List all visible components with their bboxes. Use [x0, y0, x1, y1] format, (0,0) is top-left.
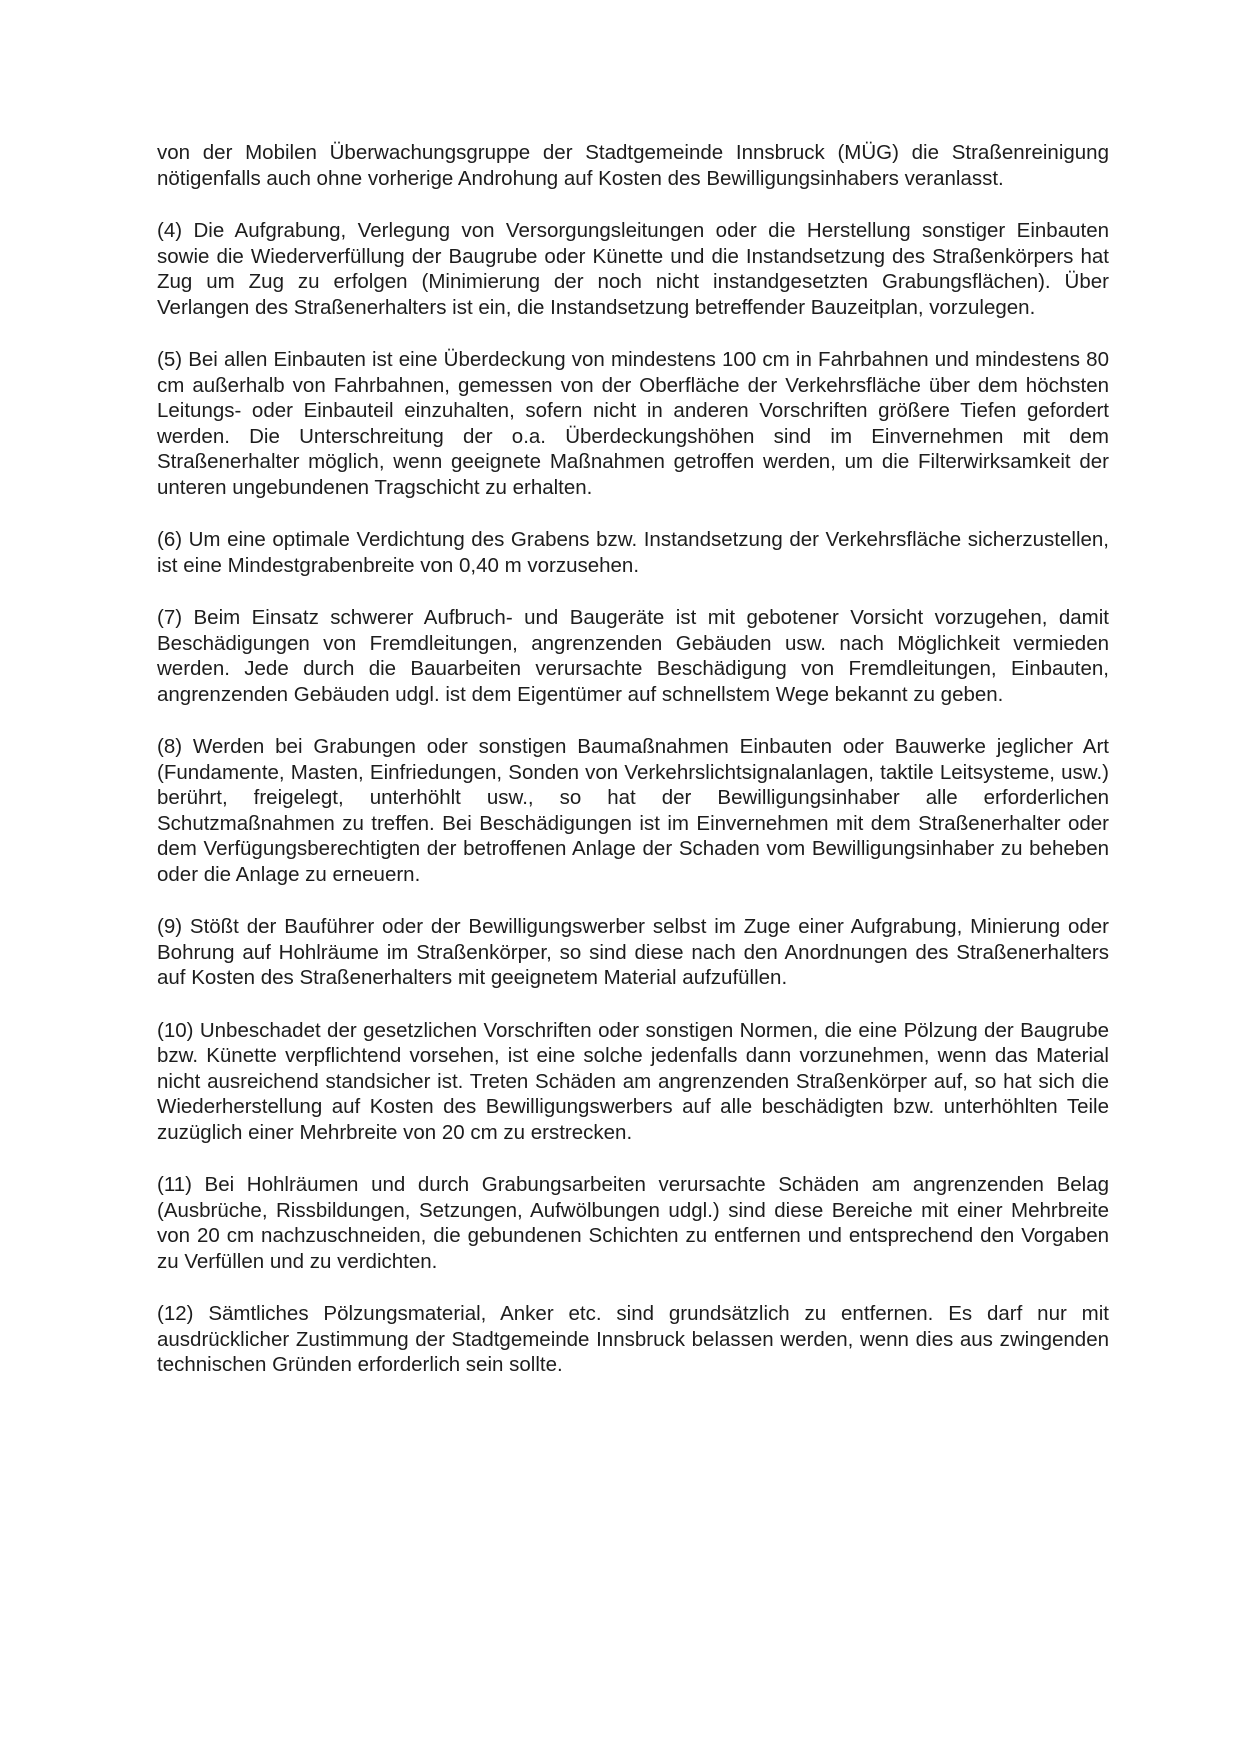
- paragraph-11: (11) Bei Hohlräumen und durch Grabungsarbeiten verursachte Schäden am angrenzenden Belag (Ausbrüche, Rissbildungen, Setzungen, Aufwölbungen udgl.) sind diese Bereiche mit einer Mehrbreite von 20 cm nachzuschneiden, die gebundenen Schichten zu entfernen und entsprechend den Vorgaben zu Verfüllen und zu verdichten.: [157, 1173, 1109, 1273]
- paragraph-6: (6) Um eine optimale Verdichtung des Grabens bzw. Instandsetzung der Verkehrsfläche sicherzustellen, ist eine Mindestgrabenbreite von 0,40 m vorzusehen.: [157, 528, 1109, 577]
- paragraph-12: (12) Sämtliches Pölzungsmaterial, Anker etc. sind grundsätzlich zu entfernen. Es darf nur mit ausdrücklicher Zustimmung der Stadtgemeinde Innsbruck belassen werden, wenn dies aus zwingenden technischen Gründen erforderlich sein sollte.: [157, 1302, 1109, 1376]
- paragraph-4: (4) Die Aufgrabung, Verlegung von Versorgungsleitungen oder die Herstellung sonstiger Einbauten sowie die Wiederverfüllung der Baugrube oder Künette und die Instandsetzung des Straßenkörpers hat Zug um Zug zu erfolgen (Minimierung der noch nicht instandgesetzten Grabungsflächen). Über Verlangen des Straßenerhalters ist ein, die Instandsetzung betreffender Bauzeitplan, vorzulegen.: [157, 219, 1109, 319]
- paragraph-7: (7) Beim Einsatz schwerer Aufbruch- und Baugeräte ist mit gebotener Vorsicht vorzugehen, damit Beschädigungen von Fremdleitungen, angrenzenden Gebäuden usw. nach Möglichkeit vermieden werden. Jede durch die Bauarbeiten verursachte Beschädigung von Fremdleitungen, Einbauten, angrenzenden Gebäuden udgl. ist dem Eigentümer auf schnellstem Wege bekannt zu geben.: [157, 606, 1109, 706]
- document-body: [157, 140, 1109, 1405]
- paragraph-5: (5) Bei allen Einbauten ist eine Überdeckung von mindestens 100 cm in Fahrbahnen und mindestens 80 cm außerhalb von Fahrbahnen, gemessen von der Oberfläche der Verkehrsfläche über dem höchsten Leitungs- oder Einbauteil einzuhalten, sofern nicht in anderen Vorschriften größere Tiefen gefordert werden. Die Unterschreitung der o.a. Überdeckungshöhen sind im Einvernehmen mit dem Straßenerhalter möglich, wenn geeignete Maßnahmen getroffen werden, um die Filterwirksamkeit der unteren ungebundenen Tragschicht zu erhalten.: [157, 348, 1109, 499]
- paragraph-10: (10) Unbeschadet der gesetzlichen Vorschriften oder sonstigen Normen, die eine Pölzung der Baugrube bzw. Künette verpflichtend vorsehen, ist eine solche jedenfalls dann vorzunehmen, wenn das Material nicht ausreichend standsicher ist. Treten Schäden am angrenzenden Straßenkörper auf, so hat sich die Wiederherstellung auf Kosten des Bewilligungswerbers auf alle beschädigten bzw. unterhöhlten Teile zuzüglich einer Mehrbreite von 20 cm zu erstrecken.: [157, 1018, 1109, 1144]
- paragraph-9: (9) Stößt der Bauführer oder der Bewilligungswerber selbst im Zuge einer Aufgrabung, Minierung oder Bohrung auf Hohlräume im Straßenkörper, so sind diese nach den Anordnungen des Straßenerhalters auf Kosten des Straßenerhalters mit geeignetem Material aufzufüllen.: [157, 915, 1109, 989]
- paragraph-8: (8) Werden bei Grabungen oder sonstigen Baumaßnahmen Einbauten oder Bauwerke jeglicher Art (Fundamente, Masten, Einfriedungen, Sonden von Verkehrslichtsignalanlagen, taktile Leitsysteme, usw.) berührt, freigelegt, unterhöhlt usw., so hat der Bewilligungsinhaber alle erforderlichen Schutzmaßnahmen zu treffen. Bei Beschädigungen ist im Einvernehmen mit dem Straßenerhalter oder dem Verfügungsberechtigten der betroffenen Anlage der Schaden vom Bewilligungsinhaber zu beheben oder die Anlage zu erneuern.: [157, 735, 1109, 886]
- paragraph-continuation: von der Mobilen Überwachungsgruppe der Stadtgemeinde Innsbruck (MÜG) die Straßenreinigung nötigenfalls auch ohne vorherige Androhung auf Kosten des Bewilligungsinhabers veranlasst.: [157, 141, 1109, 190]
